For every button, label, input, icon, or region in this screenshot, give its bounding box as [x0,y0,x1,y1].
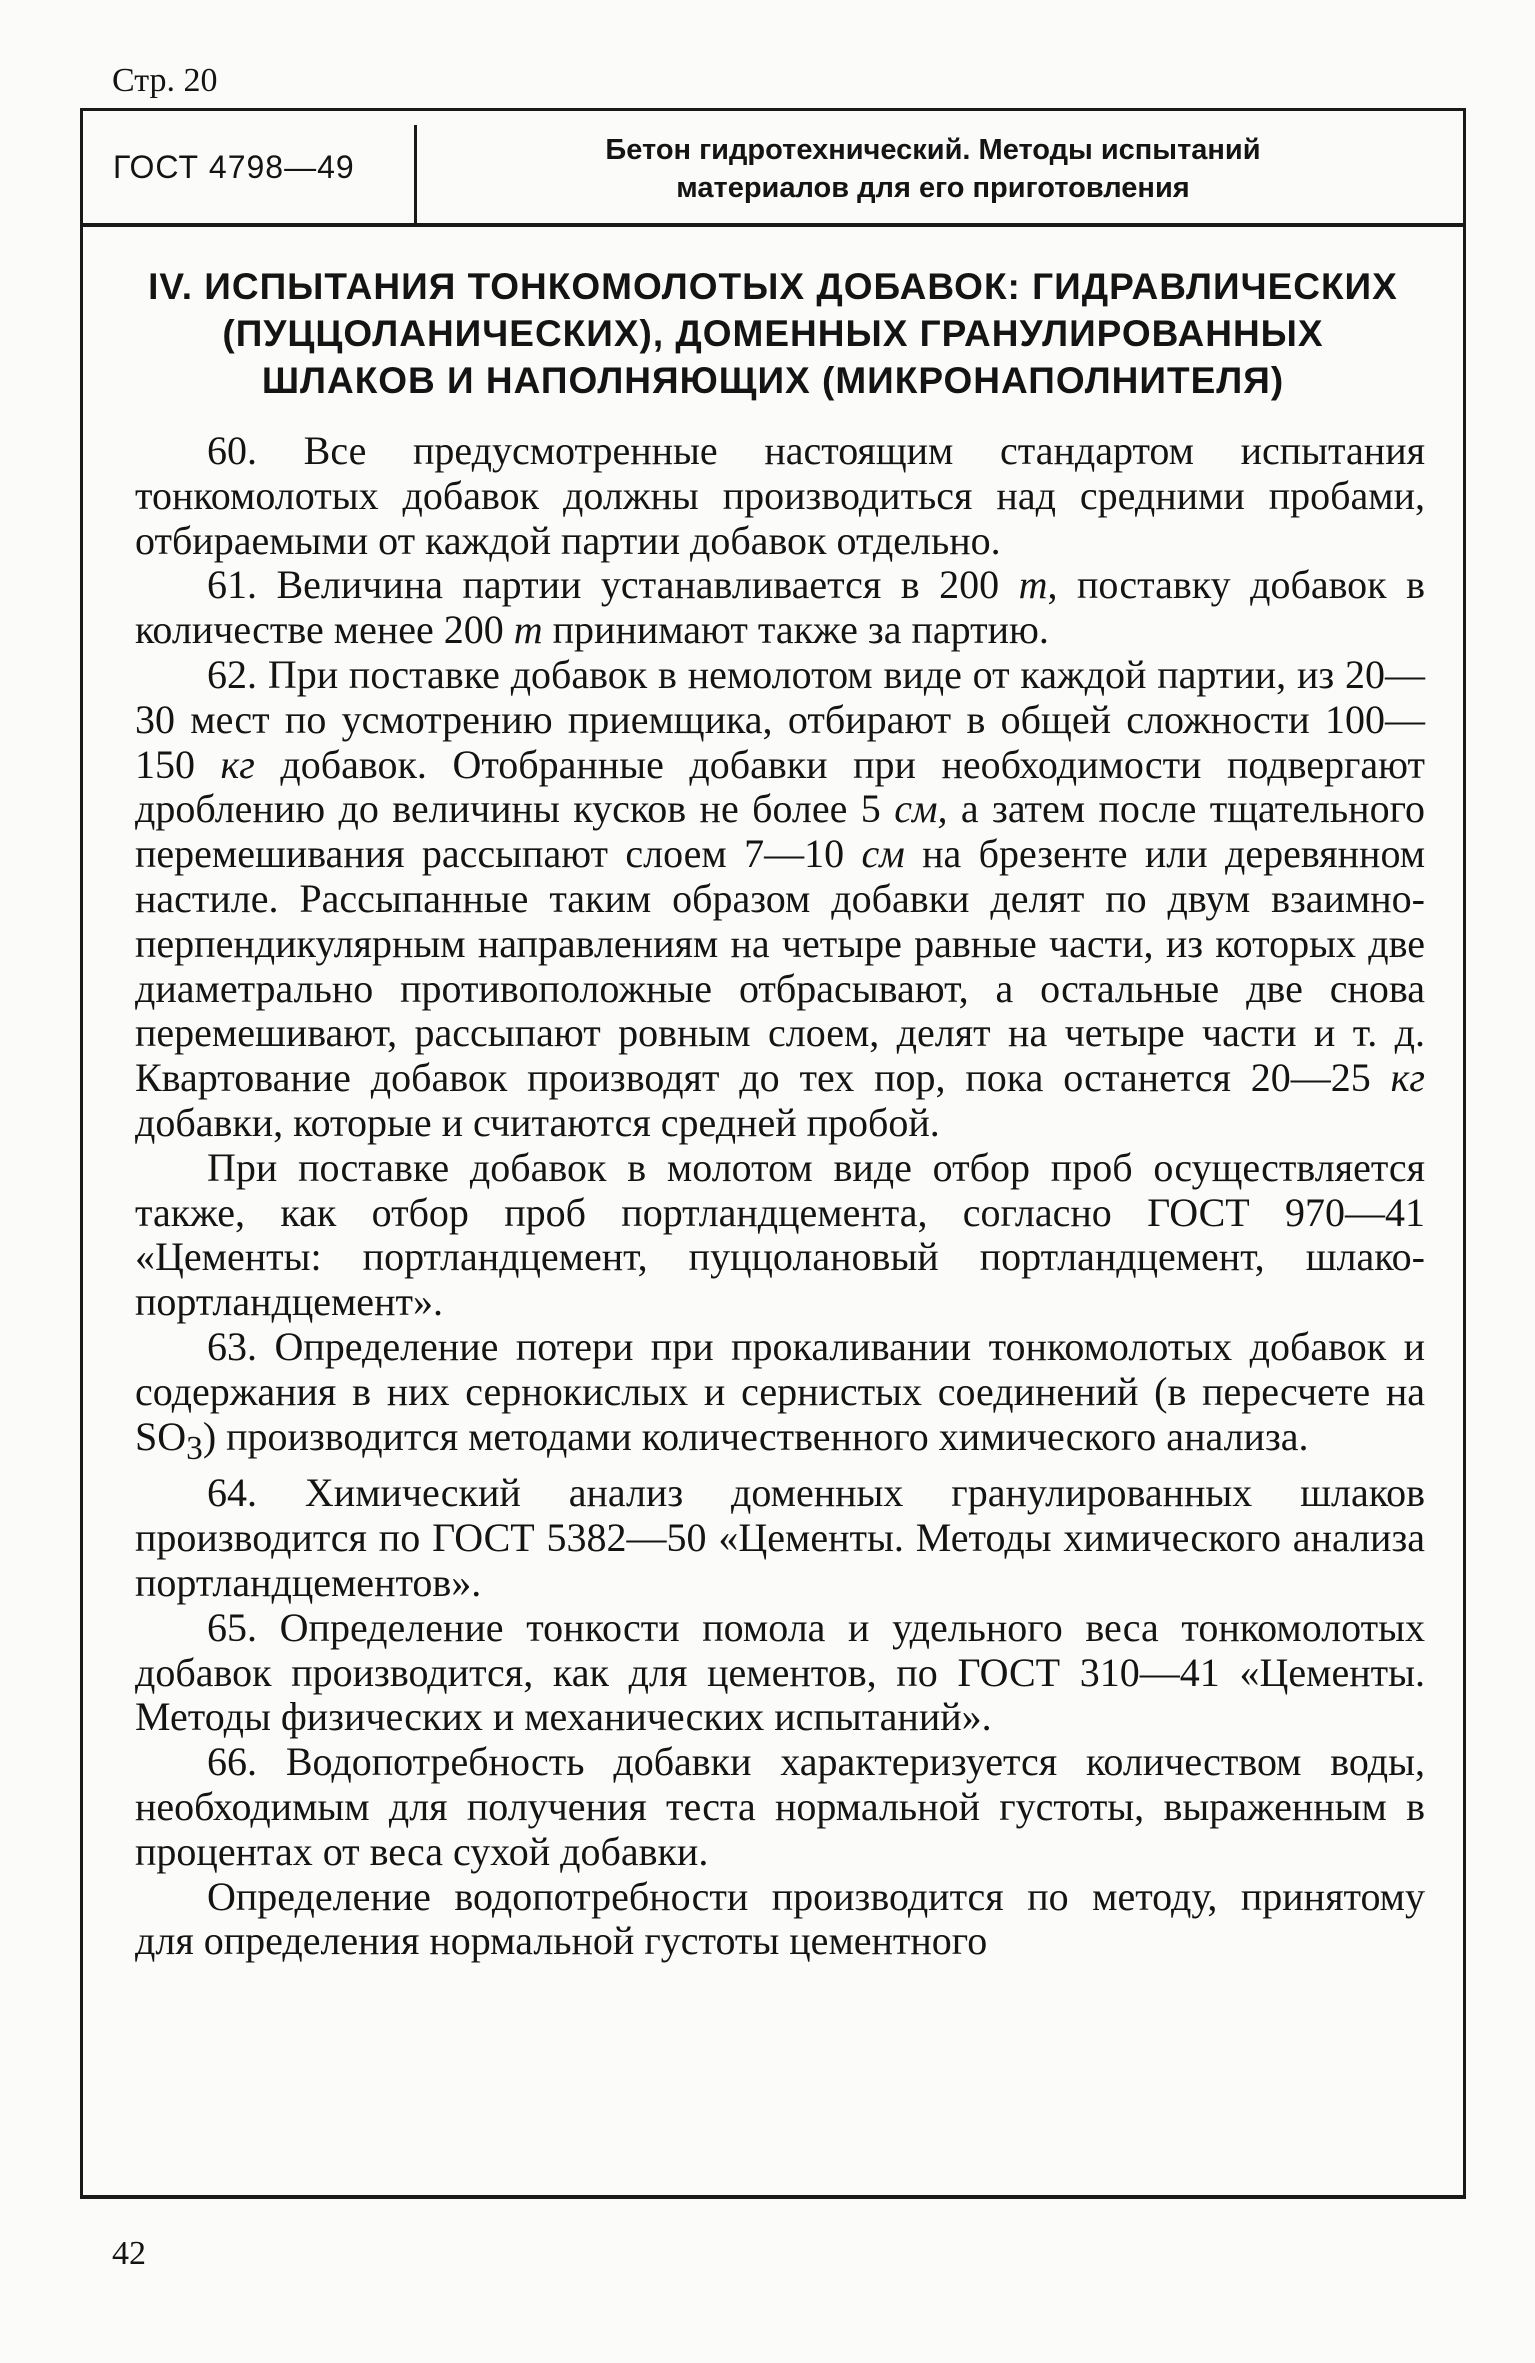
section-heading-line: (ПУЦЦОЛАНИЧЕСКИХ), ДОМЕННЫХ ГРАНУЛИРОВАННЫХ [222,313,1324,354]
subscript: 3 [186,1429,203,1467]
section-heading-line: IV. ИСПЫТАНИЯ ТОНКОМОЛОТЫХ ДОБАВОК: ГИДРАВЛИЧЕСКИХ [148,266,1398,307]
section-heading-line: ШЛАКОВ И НАПОЛНЯЮЩИХ (МИКРОНАПОЛНИТЕЛЯ) [261,360,1285,401]
document-title-line: Бетон гидротехнический. Методы испытаний [605,134,1261,166]
page-number: 42 [112,2235,146,2272]
document-title-line: материалов для его приготовления [676,172,1190,204]
page-frame [80,108,1466,2198]
bottom-rule [80,2195,1466,2199]
paragraph-60: 60. Все предусмотренные настоящим стандартом испытания тонкомолотых добавок должны производиться над средними пробами, отбираемыми от каждой партии добавок отдельно. [135,428,1425,563]
page-label: Стр. 20 [112,62,218,99]
unit-cm: см, [894,786,948,832]
header-divider [414,125,417,223]
paragraph-62-continued: При поставке добавок в молотом виде отбор проб осуществляется также, как отбор проб портландцемента, согласно ГОСТ 970—41 «Цементы: портландцемент, пуццолановый портландцемент, шлако-портландцемент». [135,1144,1425,1325]
unit-kg: кг [220,741,255,787]
unit-cm: см [861,831,905,877]
unit-ton: т [513,607,543,653]
paragraph-61: 61. Величина партии устанавливается в 200 т, поставку добавок в количестве менее 200 т принимают также за партию. [135,562,1425,653]
unit-ton: т [1018,562,1048,608]
unit-kg: кг [1390,1055,1425,1101]
paragraph-64: 64. Химический анализ доменных гранулированных шлаков производится по ГОСТ 5382—50 «Цементы. Методы химического анализа портландцементов». [135,1470,1425,1605]
paragraph-66-continued: Определение водопотребности производится по методу, принятому для определения нормальной густоты цементного [135,1873,1425,1964]
paragraph-63: 63. Определение потери при прокаливании тонкомолотых добавок и содержания в них сернокислых и сернистых соединений (в пересчете на $SO_3$) производится методами количественного химического анализа. [135,1323,1425,1467]
paragraph-62: 62. При поставке добавок в немолотом виде от каждой партии, из 20—30 мест по усмотрению приемщика, отбирают в общей сложности 100—150 кг добавок. Отобранные добавки при необходимости подвергают дроблению до величины кусков не более 5 см, а затем после тщательного перемешивания рассыпают слоем 7—10 см на брезенте или деревянном настиле. Рассыпанные таким образом добавки делят по двум взаимно-перпендикулярным направлениям на четыре равные части, из которых две диаметрально противоположные отбрасывают, а остальные две снова перемешивают, рассыпают ровным слоем, делят на четыре части и т. д. Квартование добавок производят до тех пор, пока останется 20—25 кг добавки, которые и считаются средней пробой. [135,651,1426,1145]
document-header [83,111,1463,227]
paragraph-66: 66. Водопотребность добавки характеризуется количеством воды, необходимым для получения теста нормальной густоты, выраженным в процентах от веса сухой добавки. [135,1739,1425,1874]
paragraph-65: 65. Определение тонкости помола и удельного веса тонкомолотых добавок производится, как для цементов, по ГОСТ 310—41 «Цементы. Методы физических и механических испытаний». [135,1604,1425,1740]
body-text [135,429,1425,1964]
document-title [443,131,1423,207]
section-heading [103,263,1443,404]
standard-code: ГОСТ 4798—49 [113,149,355,185]
